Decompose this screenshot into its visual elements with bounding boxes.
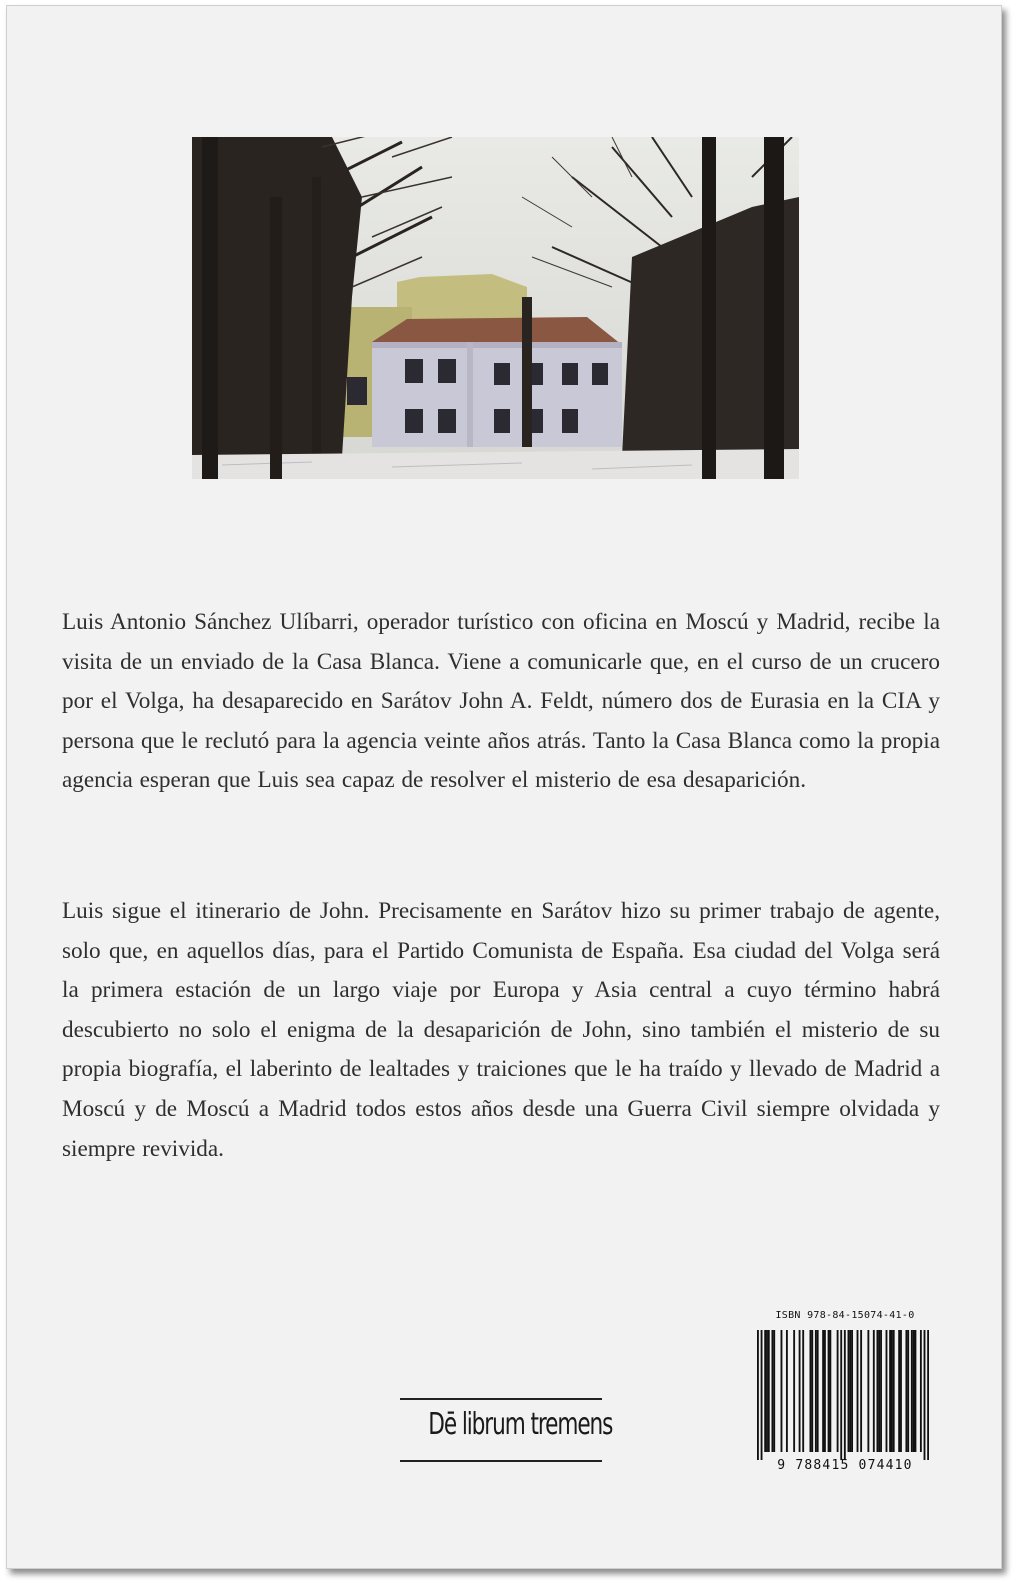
barcode-bar [761,1330,763,1460]
barcode-bar [889,1330,891,1452]
book-back-cover [6,5,1002,1569]
barcode-bar [810,1330,812,1452]
barcode-bar [773,1330,775,1452]
barcode-bar [876,1330,878,1452]
barcode-bar [915,1330,917,1452]
barcode-bar [828,1330,830,1452]
barcode-bar [927,1330,929,1460]
barcode-bar [886,1330,888,1452]
barcode-bar [766,1330,768,1452]
barcode-bar [829,1330,831,1452]
barcode-bar [905,1330,907,1452]
barcode-bar [811,1330,813,1452]
barcode-digits: 9 788415 074410 [777,1458,913,1473]
barcode-bar [757,1330,759,1460]
barcode-bar [824,1330,826,1452]
barcode-bar [815,1330,817,1452]
barcode-bar [913,1330,915,1452]
barcode-bar [907,1330,909,1452]
barcode-bar [764,1330,766,1452]
barcode-bar [893,1330,895,1452]
barcode-bar [837,1330,839,1452]
barcode-bar [849,1330,851,1452]
synopsis-paragraph-2: Luis sigue el itinerario de John. Precisamente en Sarátov hizo su primer trabajo de agente, solo que, en aquellos días, para el Partido Comunista de España. Esa ciudad del Volga será la primera estación de un largo viaje por Europa y Asia central a cuyo término habrá descubierto no solo el enigma de la desaparición de John, sino también el misterio de su propia biografía, el laberinto de lealtades y traiciones que le ha traído y llevado de Madrid a Moscú y de Moscú a Madrid todos estos años desde una Guerra Civil siempre olvidada y siempre revivida. [62,898,940,1162]
barcode-bar [799,1330,801,1452]
barcode-bar [898,1330,900,1452]
barcode-bar [880,1330,882,1452]
barcode-bar [848,1330,850,1452]
barcode-bar [891,1330,893,1452]
isbn-barcode [755,1310,935,1480]
cover-photo [192,137,799,479]
barcode-bar [860,1330,862,1452]
barcode-bar [924,1330,926,1460]
barcode-bar [786,1330,788,1452]
barcode-bar [817,1330,819,1452]
barcode-bar [793,1330,795,1452]
barcode-bar [822,1330,824,1452]
barcode-bar [867,1330,869,1452]
barcode-bar [873,1330,875,1452]
barcode-bar [768,1330,770,1452]
synopsis-paragraph-1: Luis Antonio Sánchez Ulíbarri, operador turístico con oficina en Moscú y Madrid, recibe la visita de un enviado de la Casa Blanca. Viene a comunicarle que, en el curso de un crucero por el Volga, ha desaparecido en Sarátov John A. Feldt, número dos de Eurasia en la CIA y persona que le reclutó para la agencia veinte años atrás. Tanto la Casa Blanca como la propia agencia esperan que Luis sea capaz de resolver el misterio de esa desaparición. [62,609,940,794]
barcode-bar [851,1330,853,1452]
barcode-bar [911,1330,913,1452]
barcode-bar [771,1330,773,1452]
barcode-bar [878,1330,880,1452]
barcode-bar [857,1330,859,1452]
barcode-bar [781,1330,783,1452]
barcode-bar [844,1330,846,1460]
logo-rule-bottom [400,1460,602,1462]
barcode-bar [920,1330,922,1452]
isbn-label: ISBN 978-84-15074-41-0 [775,1310,915,1321]
publisher-logo [400,1398,613,1462]
barcode-bar [900,1330,902,1452]
logo-rule-top [400,1398,602,1400]
barcode-bar [802,1330,804,1452]
barcode-bar [840,1330,842,1460]
publisher-name: Dē librum tremens [428,1407,613,1442]
barcode-bars [757,1330,929,1460]
